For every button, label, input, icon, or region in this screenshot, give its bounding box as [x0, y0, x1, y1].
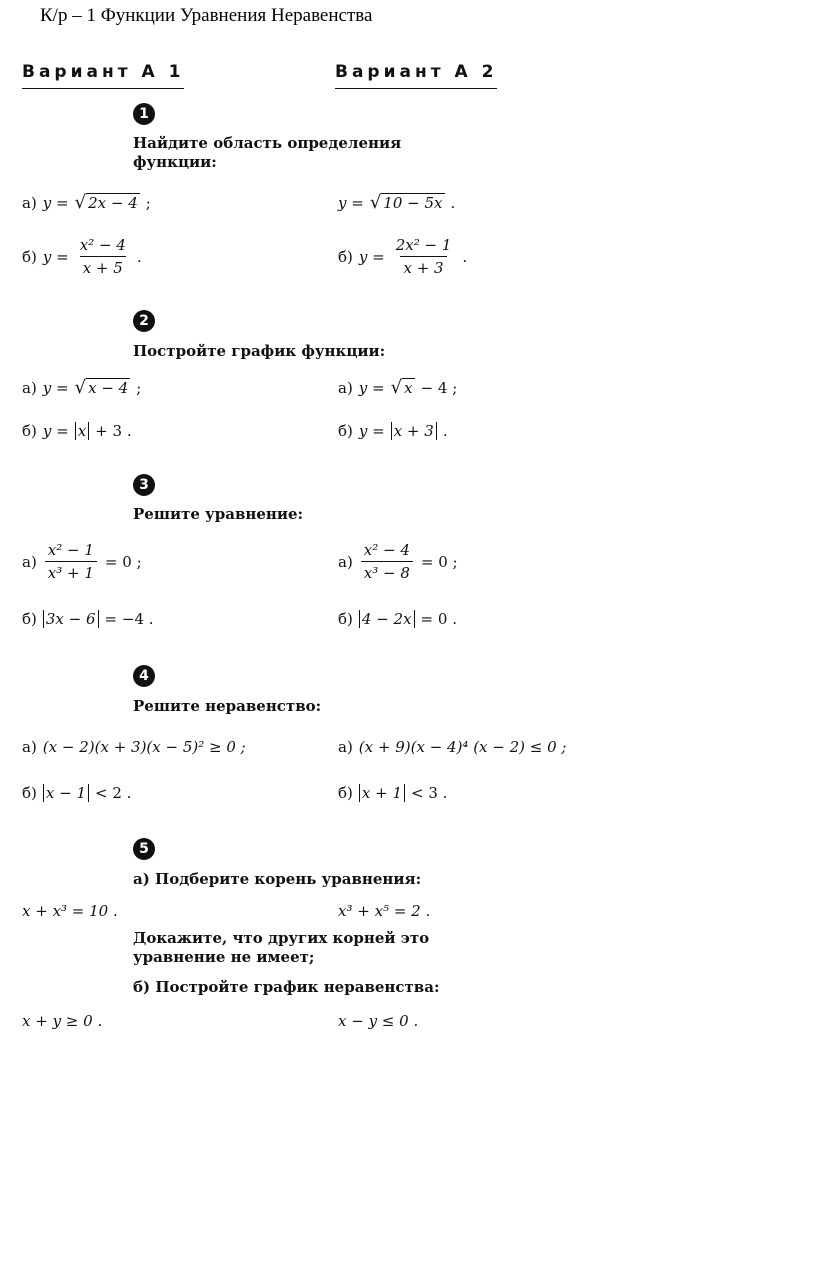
- task-5-heading-b-line2: уравнение не имеет;: [133, 948, 315, 966]
- task-5-heading-a: а) Подберите корень уравнения:: [133, 870, 422, 888]
- variant-a1-label: Вариант А 1: [22, 62, 185, 82]
- label-a: а): [338, 738, 353, 756]
- task-5-number: 5: [133, 838, 155, 860]
- abs-value: x: [75, 422, 89, 440]
- radicand: 10 − 5x: [383, 194, 443, 212]
- task-2-number: 2: [133, 310, 155, 332]
- denominator: x³ + 1: [45, 561, 97, 582]
- sqrt-expr: [75, 378, 131, 397]
- label-a: а): [22, 378, 37, 397]
- denominator: x + 5: [80, 256, 126, 277]
- numerator: x² − 4: [79, 236, 126, 254]
- y-equals: y =: [42, 422, 69, 440]
- inequality: (x + 9)(x − 4)⁴ (x − 2) ≤ 0 ;: [358, 738, 567, 756]
- numerator: x² − 1: [47, 541, 94, 559]
- label-b: б): [22, 610, 37, 628]
- label-b: б): [338, 784, 353, 802]
- inequality: (x − 2)(x + 3)(x − 5)² ≥ 0 ;: [42, 738, 246, 756]
- task-3-v2-a: [338, 541, 458, 582]
- inequality: x + y ≥ 0 .: [22, 1012, 103, 1030]
- task-3-v1-a: [22, 541, 142, 582]
- fraction: [393, 236, 455, 277]
- expr-rest: − 4 ;: [420, 378, 458, 397]
- sqrt-sign: √: [74, 192, 87, 213]
- task-2-v1-b: [22, 422, 132, 440]
- task-2-v2-b: [338, 422, 448, 440]
- task-1-v2-a: [338, 193, 455, 212]
- task-5-v2-ineq: [338, 1012, 418, 1030]
- label-a: а): [22, 552, 37, 571]
- variant-a1-underline: [22, 88, 184, 89]
- numerator: x² − 4: [363, 541, 410, 559]
- task-2-v1-a: [22, 378, 141, 397]
- task-1-v1-a: [22, 193, 151, 212]
- equals-zero: = 0 ;: [420, 552, 458, 571]
- task-3-v2-b: [338, 610, 457, 628]
- expr-rest: < 2 .: [95, 784, 132, 802]
- punct: ;: [145, 193, 151, 212]
- abs-value: 3x − 6: [43, 610, 99, 628]
- denominator: x + 3: [400, 256, 446, 277]
- label-b: б): [22, 247, 37, 266]
- fraction: [45, 541, 97, 582]
- expr-rest: < 3 .: [411, 784, 448, 802]
- sqrt-expr: [391, 378, 415, 397]
- denominator: x³ − 8: [361, 561, 413, 582]
- fraction: [361, 541, 413, 582]
- punct: .: [462, 247, 468, 266]
- task-5-heading-c: б) Постройте график неравенства:: [133, 978, 440, 996]
- task-4-v1-a: [22, 738, 246, 756]
- label-a: а): [338, 378, 353, 397]
- label-b: б): [338, 610, 353, 628]
- punct: .: [442, 422, 448, 440]
- task-2-v2-a: [338, 378, 457, 397]
- y-equals: y =: [42, 378, 69, 397]
- equation: x³ + x⁵ = 2 .: [338, 902, 431, 920]
- label-a: а): [22, 193, 37, 212]
- task-1-number: 1: [133, 103, 155, 125]
- y-equals: y =: [42, 247, 69, 266]
- inequality: x − y ≤ 0 .: [338, 1012, 419, 1030]
- punct: ;: [136, 378, 142, 397]
- sqrt-sign: √: [390, 377, 403, 398]
- variant-a1-header: [22, 62, 184, 82]
- expr-rest: + 3 .: [95, 422, 132, 440]
- task-1-heading: [133, 134, 401, 172]
- variant-a2-underline: [335, 88, 497, 89]
- fraction: [77, 236, 129, 277]
- task-2-heading: Постройте график функции:: [133, 342, 386, 360]
- task-3-v1-b: [22, 610, 154, 628]
- task-4-heading: Решите неравенство:: [133, 697, 322, 715]
- task-5-v1-eq: [22, 902, 118, 920]
- task-5-v1-ineq: [22, 1012, 102, 1030]
- radicand: x: [404, 379, 413, 397]
- radicand: x − 4: [88, 379, 129, 397]
- y-equals: y =: [42, 193, 69, 212]
- y-equals: y =: [358, 378, 385, 397]
- label-b: б): [22, 784, 37, 802]
- label-a: а): [22, 738, 37, 756]
- punct: .: [450, 193, 456, 212]
- label-b: б): [22, 422, 37, 440]
- task-4-number: 4: [133, 665, 155, 687]
- numerator: 2x² − 1: [395, 236, 452, 254]
- task-5-heading-b-line1: Докажите, что других корней это: [133, 929, 430, 947]
- task-1-heading-line2: функции:: [133, 153, 217, 171]
- task-4-v1-b: [22, 784, 131, 802]
- radicand: 2x − 4: [88, 194, 138, 212]
- sqrt-expr: [75, 193, 140, 212]
- abs-value: x − 1: [43, 784, 89, 802]
- equals-zero: = 0 ;: [104, 552, 142, 571]
- task-1-v1-b: [22, 236, 142, 277]
- task-1-v2-b: [338, 236, 467, 277]
- sqrt-expr: [370, 193, 445, 212]
- label-b: б): [338, 247, 353, 266]
- expr-rest: = 0 .: [420, 610, 457, 628]
- label-a: а): [338, 552, 353, 571]
- variant-a2-label: Вариант А 2: [335, 62, 498, 82]
- y-equals: y =: [338, 193, 364, 212]
- task-4-v2-b: [338, 784, 447, 802]
- task-4-v2-a: [338, 738, 566, 756]
- task-5-heading-b: [133, 929, 429, 967]
- abs-value: x + 1: [359, 784, 405, 802]
- task-1-heading-line1: Найдите область определения: [133, 134, 402, 152]
- document-title: К/р – 1 Функции Уравнения Неравенства: [40, 5, 373, 26]
- sqrt-sign: √: [74, 377, 87, 398]
- task-3-number: 3: [133, 474, 155, 496]
- task-3-heading: Решите уравнение:: [133, 505, 304, 523]
- y-equals: y =: [358, 422, 385, 440]
- abs-value: 4 − 2x: [359, 610, 415, 628]
- variant-a2-header: [335, 62, 497, 82]
- expr-rest: = −4 .: [104, 610, 154, 628]
- label-b: б): [338, 422, 353, 440]
- punct: .: [136, 247, 142, 266]
- equation: x + x³ = 10 .: [22, 902, 118, 920]
- y-equals: y =: [358, 247, 385, 266]
- sqrt-sign: √: [369, 192, 382, 213]
- abs-value: x + 3: [391, 422, 437, 440]
- task-5-v2-eq: [338, 902, 430, 920]
